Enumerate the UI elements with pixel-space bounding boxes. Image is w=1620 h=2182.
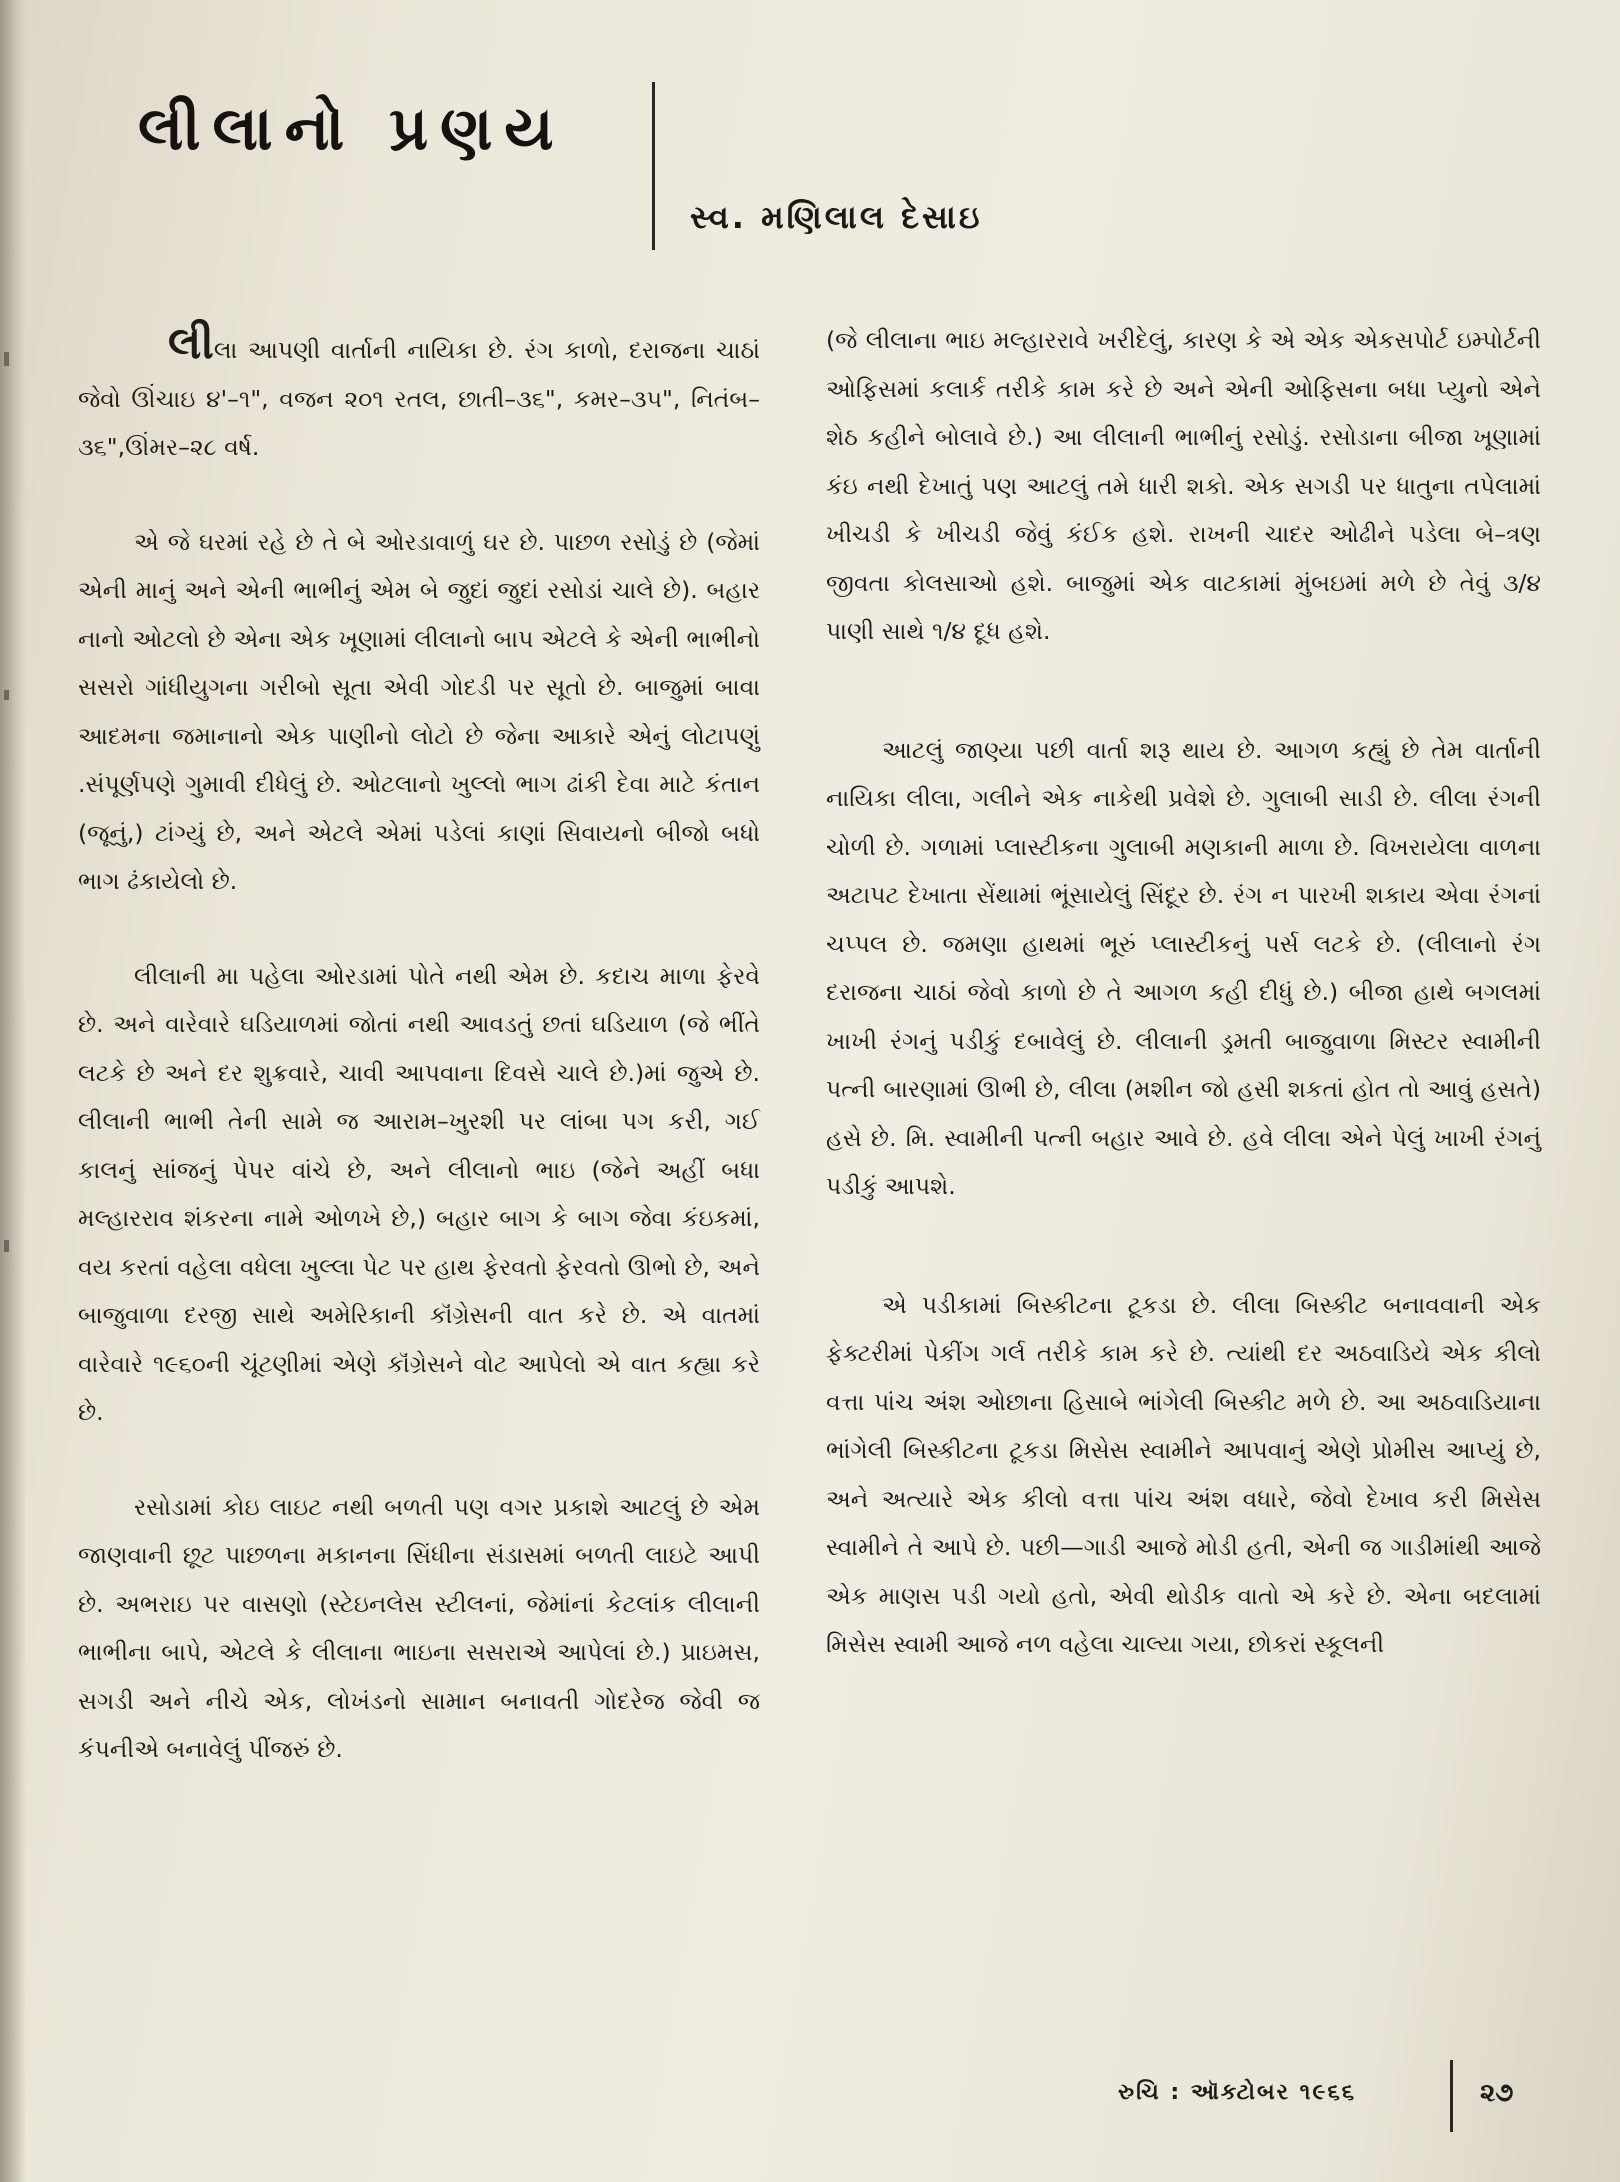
article-author: સ્વ. મણિલાલ દેસાઇ (690, 198, 983, 236)
margin-mark (4, 352, 9, 366)
article-title: લીલાનો પ્રણય (138, 94, 566, 164)
drop-cap: લી (168, 318, 214, 369)
page-spine-shadow (0, 0, 26, 2182)
margin-mark (4, 690, 9, 700)
page-number: ૨૭ (1480, 2078, 1514, 2108)
left-column (78, 320, 760, 1774)
paragraph: આટલું જાણ્યા પછી વાર્તા શરૂ થાય છે. આગળ કહ્યું છે તેમ વાર્તાની નાયિકા લીલા, ગલીને એક નાકેથી પ્રવેશે છે. ગુલાબી સાડી છે. લીલા રંગની ચોળી છે. ગળામાં પ્લાસ્ટીકના ગુલાબી મણકાની માળા છે. વિખરાયેલા વાળના અટાપટ દેખાતા સેંથામાં ભૂંસાયેલું સિંદૂર છે. રંગ ન પારખી શકાય એવા રંગનાં ચપ્પલ છે. જમણા હાથમાં ભૂરું પ્લાસ્ટીકનું પર્સ લટકે છે. (લીલાનો રંગ દરાજના ચાઠાં જેવો કાળો છે તે આગળ કહી દીધું છે.) બીજા હાથે બગલમાં ખાખી રંગનું પડીકું દબાવેલું છે. લીલાની ડ્રમતી બાજુવાળા મિસ્ટર સ્વામીની પત્ની બારણામાં ઊભી છે, લીલા (મશીન જો હસી શકતાં હોત તો આવું હસતે) હસે છે. મિ. સ્વામીની પત્ની બહાર આવે છે. હવે લીલા એને પેલું ખાખી રંગનું પડીકું આપશે. (826, 735, 1541, 1200)
title-divider (652, 82, 655, 250)
paragraph: એ જે ઘરમાં રહે છે તે બે ઓરડાવાળું ઘર છે. પાછળ રસોડું છે (જેમાં એની માનું અને એની ભાભીનું એમ બે જુદાં જુદાં રસોડાં ચાલે છે). બહાર નાનો ઓટલો છે એના એક ખૂણામાં લીલાનો બાપ એટલે કે એની ભાભીનો સસરો ગાંધીયુગના ગરીબો સૂતા એવી ગોદડી પર સૂતો છે. બાજુમાં બાવા આદમના જમાનાનો એક પાણીનો લોટો છે જેના આકારે એનું લોટાપણું .સંપૂર્ણપણે ગુમાવી દીધેલું છે. ઓટલાનો ખુલ્લો ભાગ ઢાંકી દેવા માટે કંતાન (જૂનું,) ટાંગ્યું છે, અને એટલે એમાં પડેલાં કાણાં સિવાયનો બીજો બધો ભાગ ઢંકાયેલો છે. (78, 527, 760, 895)
right-column (826, 316, 1541, 1669)
paragraph: રસોડામાં કોઇ લાઇટ નથી બળતી પણ વગર પ્રકાશે આટલું છે એમ જાણવાની છૂટ પાછળના મકાનના સિંધીના સંડાસમાં બળતી લાઇટે આપી છે. અભરાઇ પર વાસણો (સ્ટેઇનલેસ સ્ટીલનાં, જેમાંનાં કેટલાંક લીલાની ભાભીના બાપે, એટલે કે લીલાના ભાઇના સસરાએ આપેલાં છે.) પ્રાઇમસ, સગડી અને નીચે એક, લોખંડનો સામાન બનાવતી ગોદરેજ જેવી જ કંપનીએ બનાવેલું પીંજરું છે. (78, 1492, 760, 1763)
margin-mark (4, 1240, 9, 1252)
paragraph-text: લા આપણી વાર્તાની નાયિકા છે. રંગ કાળો, દરાજના ચાઠાં જેવો ઊંચાઇ ૪'–૧", વજન ૨૦૧ રતલ, છાતી–૩૬", કમર–૩૫", નિતંબ–૩૬",ઊંમર–૨૮ વર્ષ. (78, 336, 760, 461)
paragraph: (જે લીલાના ભાઇ મલ્હારરાવે ખરીદેલું, કારણ કે એ એક એકસપોર્ટ ઇમ્પોર્ટની ઓફિસમાં કલાર્ક તરીકે કામ કરે છે અને એની ઓફિસના બધા પ્યુનો એને શેઠ કહીને બોલાવે છે.) આ લીલાની ભાભીનું રસોડું. રસોડાના બીજા ખૂણામાં કંઇ નથી દેખાતું પણ આટલું તમે ધારી શકો. એક સગડી પર ધાતુના તપેલામાં ખીચડી કે ખીચડી જેવું કંઈક હશે. રાખની ચાદર ઓઢીને પડેલા બે–ત્રણ જીવતા કોલસાઓ હશે. બાજુમાં એક વાટકામાં મુંબઇમાં મળે છે તેવું ૩/૪ પાણી સાથે ૧/૪ દૂધ હશે. (826, 326, 1541, 645)
footer-magazine: રુચિ : ઑક્ટોબર ૧૯૬૬ (1118, 2080, 1357, 2105)
footer-divider (1450, 2060, 1453, 2132)
paragraph (78, 320, 760, 472)
paragraph: લીલાની મા પહેલા ઓરડામાં પોતે નથી એમ છે. કદાચ માળા ફેરવે છે. અને વારેવારે ઘડિયાળમાં જોતાં નથી આવડતું છતાં ઘડિયાળ (જે ભીંતે લટકે છે અને દર શુક્રવારે, ચાવી આપવાના દિવસે ચાલે છે.)માં જુએ છે. લીલાની ભાભી તેની સામે જ આરામ–ખુરશી પર લાંબા પગ કરી, ગઈ કાલનું સાંજનું પેપર વાંચે છે, અને લીલાનો ભાઇ (જેને અહીં બધા મલ્હારરાવ શંકરના નામે ઓળખે છે,) બહાર બાગ કે બાગ જેવા કંઇકમાં, વય કરતાં વહેલા વધેલા ખુલ્લા પેટ પર હાથ ફેરવતો ફેરવતો ઊભો છે, અને બાજુવાળા દરજી સાથે અમેરિકાની કૉંગ્રેસની વાત કરે છે. એ વાતમાં વારેવારે ૧૯૬૦ની ચૂંટણીમાં એણે કૉંગ્રેસને વોટ આપેલો એ વાત કહ્યા કરે છે. (78, 961, 760, 1426)
paragraph: એ પડીકામાં બિસ્કીટના ટૂકડા છે. લીલા બિસ્કીટ બનાવવાની એક ફેક્ટરીમાં પેકીંગ ગર્લ તરીકે કામ કરે છે. ત્યાંથી દર અઠવાડિયે એક કીલો વત્તા પાંચ અંશ ઓછાના હિસાબે ભાંગેલી બિસ્કીટ મળે છે. આ અઠવાડિયાના ભાંગેલી બિસ્કીટના ટૂકડા મિસેસ સ્વામીને આપવાનું એણે પ્રોમીસ આપ્યું છે, અને અત્યારે એક કીલો વત્તા પાંચ અંશ વધારે, જેવો દેખાવ કરી મિસેસ સ્વામીને તે આપે છે. પછી—ગાડી આજે મોડી હતી, એની જ ગાડીમાંથી આજે એક માણસ પડી ગયો હતો, એવી થોડીક વાતો એ કરે છે. એના બદલામાં મિસેસ સ્વામી આજે નળ વહેલા ચાલ્યા ગયા, છોકરાં સ્કૂલની (826, 1290, 1541, 1658)
